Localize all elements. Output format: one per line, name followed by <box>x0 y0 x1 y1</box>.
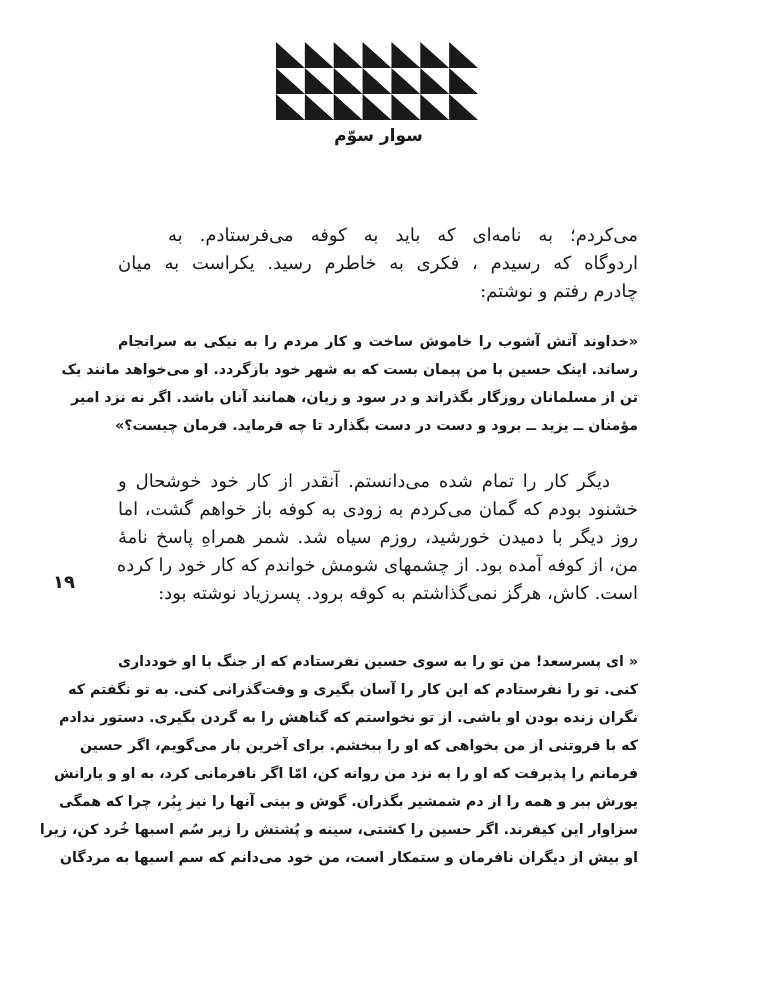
ornament-triangle <box>449 68 478 94</box>
letter-line: «خداوند آتش آشوب را خاموش ساخت و کار مردم را به نیکی به سرانجام <box>118 334 638 350</box>
text-line: دیگر کار را تمام شده می‌دانستم. آنقدر از کار خود خوشحال و <box>118 471 610 492</box>
letter-line: که با فروتنی از من بخواهی که او را ببخشم. برای آخرین بار می‌گویم، اگر حسین <box>79 738 638 754</box>
ornament-triangle <box>420 68 449 94</box>
ornament-triangle <box>276 42 305 68</box>
ornament-triangle <box>363 68 392 94</box>
ornament-triangle <box>391 94 420 120</box>
letter-line: مؤمنان ــ یزید ــ برود و دست در دست بگذارد تا چه فرماید. فرمان چیست؟» <box>115 418 638 434</box>
ornament-triangle <box>420 94 449 120</box>
letter-line: یورش ببر و همه را از دم شمشیر بگذران. گوش و بینی آنها را نیز بِبُر، چرا که همگی <box>59 794 638 810</box>
ornament-triangle <box>363 42 392 68</box>
ornament-triangle <box>449 94 478 120</box>
ornament-triangle <box>449 42 478 68</box>
text-line: روز دیگر با دمیدن خورشید، روزم سیاه شد. شمر همراهِ پاسخ نامهٔ <box>118 527 638 548</box>
ornament-triangle <box>420 42 449 68</box>
paragraph-1 <box>118 222 638 306</box>
ornament-triangle <box>305 68 334 94</box>
ornament-triangle <box>334 94 363 120</box>
ornament-triangle <box>334 42 363 68</box>
text-line: من، از کوفه آمده بود. از چشمهای شومش خواندم که کار خود را کرده <box>116 555 638 576</box>
ornament-triangle <box>334 68 363 94</box>
page-number: ١٩ <box>53 572 75 593</box>
letter-quote-2 <box>39 648 638 872</box>
text-line: چادرم رفتم و نوشتم: <box>480 281 638 302</box>
letter-line: او بیش از دیگران نافرمان و ستمکار است، من خود می‌دانم که سم اسبها به مردگان <box>59 850 638 866</box>
ornament-triangle <box>276 68 305 94</box>
text-line: می‌کردم؛ به نامه‌ای که باید به کوفه می‌فرستادم. به <box>168 225 638 246</box>
text-line: خشنود بودم که گمان می‌کردم به زودی به کوفه باز خواهم گشت، اما <box>118 499 638 520</box>
letter-line: سزاوار این کیفرند. اگر حسین را کشتی، سینه و پُشتش را زیر سُم اسبها خُرد کن، زیرا <box>39 822 638 838</box>
letter-line: کنی. تو را نفرستادم که این کار را آسان بگیری و وقت‌گذرانی کنی. به تو نگفتم که <box>68 682 638 698</box>
paragraph-2 <box>118 468 638 608</box>
ornament-triangle <box>391 68 420 94</box>
letter-line: نگران زنده بودن او باشی. از تو نخواستم که گناهش را به گردن بگیری. دستور ندادم <box>59 710 638 726</box>
letter-quote-1 <box>61 328 638 440</box>
ornament-triangle <box>305 94 334 120</box>
letter-line: فرمانم را پذیرفت که او را به نزد من روانه کن، امّا اگر نافرمانی کرد، به او و یارانش <box>54 766 638 782</box>
text-line: اردوگاه که رسیدم ، فکری به خاطرم رسید. یکراست به میان <box>118 253 638 274</box>
ornament-triangle <box>391 42 420 68</box>
ornament-triangle <box>305 42 334 68</box>
letter-line: تن از مسلمانان روزگار بگذراند و در سود و زیان، همانند آنان باشد. اگر نه نزد امیر <box>71 390 638 406</box>
triangle-pattern-ornament <box>276 42 478 120</box>
letter-line: رساند. اینک حسین با من پیمان بست که به شهر خود بازگردد. او می‌خواهد مانند یک <box>61 362 638 378</box>
letter-line: « ای پسرسعد! من تو را به سوی حسین نفرستادم که از جنگ با او خودداری <box>118 654 638 670</box>
chapter-title: سوار سوّم <box>334 126 423 146</box>
text-line: است. کاش، هرگز نمی‌گذاشتم به کوفه برود. پسرزیاد نوشته بود: <box>158 583 638 604</box>
ornament-triangle <box>363 94 392 120</box>
ornament-triangle <box>276 94 305 120</box>
